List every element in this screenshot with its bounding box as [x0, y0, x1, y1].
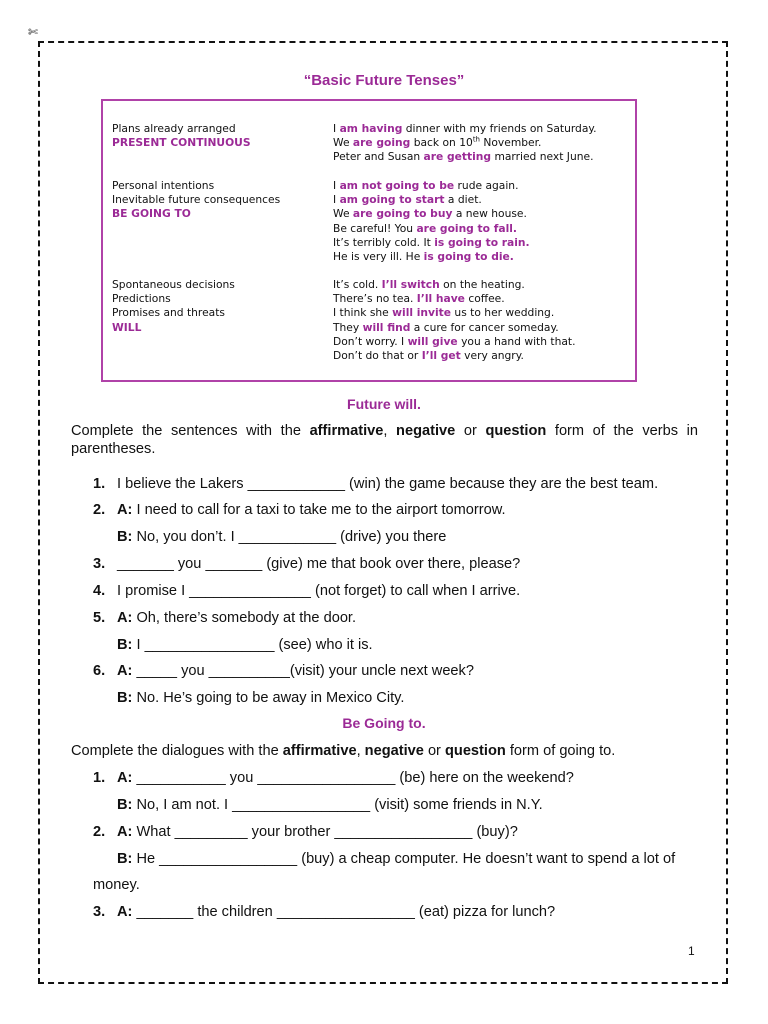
example-sentence: I am going to start a diet.	[333, 193, 482, 207]
page-number: 1	[688, 944, 695, 958]
example-sentence: It’s terribly cold. It is going to rain.	[333, 235, 530, 249]
example-sentence: I am not going to be rude again.	[333, 179, 519, 192]
use-description: Predictions	[112, 292, 171, 306]
example-sentence: Don’t worry. I will give you a hand with that.	[333, 334, 576, 348]
example-sentence: We are going back on 10th November.	[333, 135, 542, 150]
future-tenses-table	[101, 99, 637, 382]
use-description: Inevitable future consequences	[112, 193, 281, 207]
instruction-text: Complete the dialogues with the affirmative, negative or question form of going to.	[71, 743, 616, 759]
tense-name: WILL	[112, 320, 142, 334]
example-sentence: There’s no tea. I’ll have coffee.	[333, 292, 505, 306]
example-sentence: Don’t do that or I’ll get very angry.	[333, 349, 524, 363]
example-sentence: Be careful! You are going to fall.	[333, 221, 517, 235]
example-sentence: We are going to buy a new house.	[333, 207, 527, 221]
example-sentence: I am having dinner with my friends on Saturday.	[333, 122, 597, 135]
example-sentence: He is very ill. He is going to die.	[333, 250, 514, 264]
use-description: Spontaneous decisions	[112, 278, 235, 291]
tense-name: PRESENT CONTINUOUS	[112, 136, 251, 150]
use-description: Personal intentions	[112, 179, 215, 192]
use-description: Plans already arranged	[112, 122, 236, 135]
example-sentence: They will find a cure for cancer someday.	[333, 320, 559, 334]
use-description: Promises and threats	[112, 306, 225, 320]
instruction-text: Complete the sentences with the affirmative, negative or question form of the verbs in parentheses.	[71, 423, 699, 457]
example-sentence: I think she will invite us to her wedding.	[333, 306, 555, 320]
section-heading-future-will: Future will.	[347, 396, 421, 412]
section-heading-be-going-to: Be Going to.	[342, 715, 426, 731]
example-sentence: It’s cold. I’ll switch on the heating.	[333, 278, 525, 291]
tense-name: BE GOING TO	[112, 207, 191, 221]
scissors-icon: ✄	[28, 25, 39, 39]
example-sentence: Peter and Susan are getting married next June.	[333, 150, 594, 164]
page-title: “Basic Future Tenses”	[303, 72, 465, 89]
